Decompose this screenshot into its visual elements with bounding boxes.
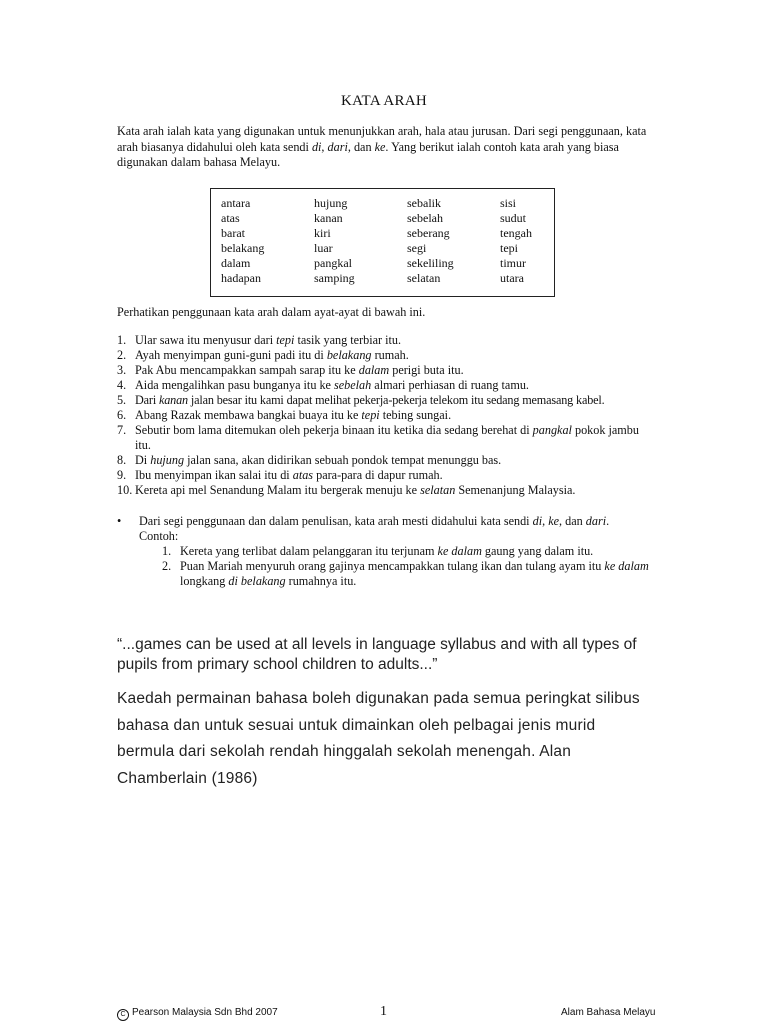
word-cell: segi bbox=[407, 241, 427, 255]
sentence-text: Puan Mariah menyuruh orang gajinya mencampakkan tulang ikan dan tulang ayam itu bbox=[180, 559, 605, 573]
page-title: KATA ARAH bbox=[340, 93, 428, 109]
direction-word-table bbox=[221, 196, 550, 286]
word-cell: sekeliling bbox=[407, 256, 454, 270]
intro-separator: , bbox=[321, 139, 328, 154]
word-cell: dalam bbox=[221, 256, 251, 270]
word-row bbox=[221, 271, 550, 286]
page-number: 1 bbox=[380, 1004, 387, 1019]
word-cell: kiri bbox=[314, 226, 331, 240]
direction-phrase: ke dalam bbox=[437, 544, 482, 558]
direction-word: tepi bbox=[276, 333, 295, 347]
list-item bbox=[117, 393, 657, 408]
item-number: 7. bbox=[117, 423, 127, 437]
usage-note bbox=[117, 514, 657, 589]
note-keyword: di bbox=[532, 514, 543, 528]
footer-book-title: Alam Bahasa Melayu bbox=[561, 1007, 656, 1018]
word-row bbox=[221, 226, 550, 241]
sentence-text: perigi buta itu. bbox=[389, 363, 464, 377]
intro-text-end: . Yang berikut ialah contoh kata arah yang biasa digunakan dalam bahasa Melayu. bbox=[117, 139, 619, 169]
direction-word: belakang bbox=[326, 348, 372, 362]
note-keyword: ke bbox=[548, 514, 560, 528]
sentence-text: pokok jambu itu. bbox=[135, 423, 639, 452]
sentence-text: Dari bbox=[135, 393, 159, 407]
note-text: Dari segi penggunaan dan dalam penulisan, kata arah mesti didahului kata sendi bbox=[139, 514, 533, 528]
direction-word: kanan bbox=[158, 393, 188, 407]
sentence-text: Sebutir bom lama ditemukan oleh pekerja binaan itu ketika dia sedang berehat di bbox=[135, 423, 533, 437]
word-cell: tepi bbox=[500, 241, 518, 255]
contoh-label: Contoh: bbox=[139, 529, 179, 543]
note-text-end: . bbox=[606, 514, 610, 528]
intro-keyword-di: di bbox=[311, 139, 322, 154]
sentence-text: jalan besar itu kami dapat melihat pekerja-pekerja telekom itu sedang memasang kabel. bbox=[188, 393, 605, 407]
sentence-text: Kereta api mel Senandung Malam itu bergerak menuju ke bbox=[135, 483, 421, 497]
list-item bbox=[117, 378, 657, 393]
word-row bbox=[221, 211, 550, 226]
item-number: 5. bbox=[117, 393, 126, 407]
item-number: 1. bbox=[162, 544, 172, 558]
list-item bbox=[117, 483, 657, 498]
word-cell: hujung bbox=[314, 196, 348, 210]
word-cell: barat bbox=[221, 226, 245, 240]
item-number: 8. bbox=[117, 453, 127, 467]
sentence-text: jalan sana, akan didirikan sebuah pondok tempat menunggu bas. bbox=[184, 453, 502, 467]
direction-word: dalam bbox=[358, 363, 390, 377]
word-cell: pangkal bbox=[314, 256, 352, 270]
direction-word: pangkal bbox=[532, 423, 572, 437]
item-number: 3. bbox=[117, 363, 127, 377]
sentence-text: tasik yang terbiar itu. bbox=[294, 333, 402, 347]
item-number: 2. bbox=[117, 348, 127, 362]
intro-keyword-dari: dari bbox=[327, 139, 348, 154]
sentence-text: Aida mengalihkan pasu bunganya itu ke bbox=[135, 378, 335, 392]
word-cell: luar bbox=[314, 241, 333, 255]
word-cell: hadapan bbox=[221, 271, 261, 285]
bullet-icon: • bbox=[117, 514, 122, 528]
list-item bbox=[117, 423, 657, 453]
sentence-text: Ibu menyimpan ikan salai itu di bbox=[135, 468, 293, 482]
list-item bbox=[117, 348, 657, 363]
item-number: 2. bbox=[162, 559, 172, 573]
sentence-text: Semenanjung Malaysia. bbox=[455, 483, 576, 497]
sentence-text: almari perhiasan di ruang tamu. bbox=[371, 378, 529, 392]
word-cell: sebelah bbox=[407, 211, 443, 225]
intro-text: Kata arah ialah kata yang digunakan untuk menunjukkan arah, hala atau jurusan. Dari segi penggunaan, kata arah biasanya didahului oleh kata sendi bbox=[117, 124, 647, 154]
sentence-text: rumah. bbox=[371, 348, 409, 362]
sentence-text: tebing sungai. bbox=[379, 408, 452, 422]
sentence-text: Pak Abu mencampakkan sampah sarap itu ke bbox=[135, 363, 359, 377]
direction-word: tepi bbox=[361, 408, 380, 422]
sentence-text: Abang Razak membawa bangkai buaya itu ke bbox=[135, 408, 362, 422]
footer-publisher bbox=[117, 1007, 278, 1021]
intro-keyword-ke: ke bbox=[374, 139, 386, 154]
english-quote: “...games can be used at all levels in language syllabus and with all types of pupils from primary school children to adults...” bbox=[117, 636, 637, 673]
item-number: 9. bbox=[117, 468, 127, 482]
list-item bbox=[117, 408, 657, 423]
sentence-text: Di bbox=[135, 453, 151, 467]
copyright-icon: C bbox=[117, 1009, 129, 1021]
sentence-text: Kereta yang terlibat dalam pelanggaran itu terjunam bbox=[180, 544, 438, 558]
word-cell: kanan bbox=[314, 211, 343, 225]
word-cell: utara bbox=[500, 271, 524, 285]
word-cell: timur bbox=[500, 256, 526, 270]
direction-phrase: ke dalam bbox=[604, 559, 649, 573]
word-row bbox=[221, 256, 550, 271]
sentence-text: gaung yang dalam itu. bbox=[481, 544, 594, 558]
word-cell: antara bbox=[221, 196, 251, 210]
note-separator: , bbox=[542, 514, 549, 528]
item-number: 1. bbox=[117, 333, 127, 347]
item-number: 6. bbox=[117, 408, 127, 422]
note-keyword: dari bbox=[585, 514, 607, 528]
sentence-text: para-para di dapur rumah. bbox=[313, 468, 443, 482]
sentence-text: Ayah menyimpan guni-guni padi itu di bbox=[135, 348, 327, 362]
note-separator: , dan bbox=[559, 514, 586, 528]
direction-phrase: di belakang bbox=[228, 574, 286, 588]
sentence-text: longkang bbox=[180, 574, 229, 588]
intro-paragraph bbox=[117, 124, 657, 171]
direction-word: hujung bbox=[150, 453, 185, 467]
direction-word: atas bbox=[292, 468, 314, 482]
word-cell: atas bbox=[221, 211, 240, 225]
word-cell: sisi bbox=[500, 196, 517, 210]
word-cell: selatan bbox=[407, 271, 441, 285]
publisher-text: Pearson Malaysia Sdn Bhd 2007 bbox=[132, 1007, 278, 1018]
list-item bbox=[117, 333, 657, 348]
list-item bbox=[117, 468, 657, 483]
word-cell: tengah bbox=[500, 226, 532, 240]
sentence-text: Ular sawa itu menyusur dari bbox=[135, 333, 277, 347]
item-number: 10. bbox=[117, 483, 133, 497]
example-sentence-list bbox=[117, 333, 657, 498]
word-cell: sudut bbox=[500, 211, 527, 225]
word-cell: samping bbox=[314, 271, 355, 285]
malay-quote: Kaedah permainan bahasa boleh digunakan pada semua peringkat silibus bahasa dan untuk sesuai untuk dimainkan oleh pelbagai jenis murid bermula dari sekolah rendah hinggalah sekolah menengah. Alan Chamberlain (1986) bbox=[117, 690, 640, 787]
direction-word: sebelah bbox=[334, 378, 372, 392]
usage-note-text bbox=[139, 514, 657, 529]
list-item bbox=[117, 363, 657, 378]
list-item bbox=[162, 559, 657, 589]
word-cell: belakang bbox=[221, 241, 265, 255]
word-row bbox=[221, 241, 550, 256]
list-item bbox=[162, 544, 657, 559]
item-number: 4. bbox=[117, 378, 127, 392]
intro-separator: , dan bbox=[347, 139, 375, 154]
sentence-text: rumahnya itu. bbox=[285, 574, 357, 588]
word-cell: sebalik bbox=[407, 196, 441, 210]
word-row bbox=[221, 196, 550, 211]
direction-word: selatan bbox=[420, 483, 456, 497]
word-cell: seberang bbox=[407, 226, 450, 240]
list-item bbox=[117, 453, 657, 468]
instruction-text: Perhatikan penggunaan kata arah dalam ayat-ayat di bawah ini. bbox=[117, 305, 426, 319]
